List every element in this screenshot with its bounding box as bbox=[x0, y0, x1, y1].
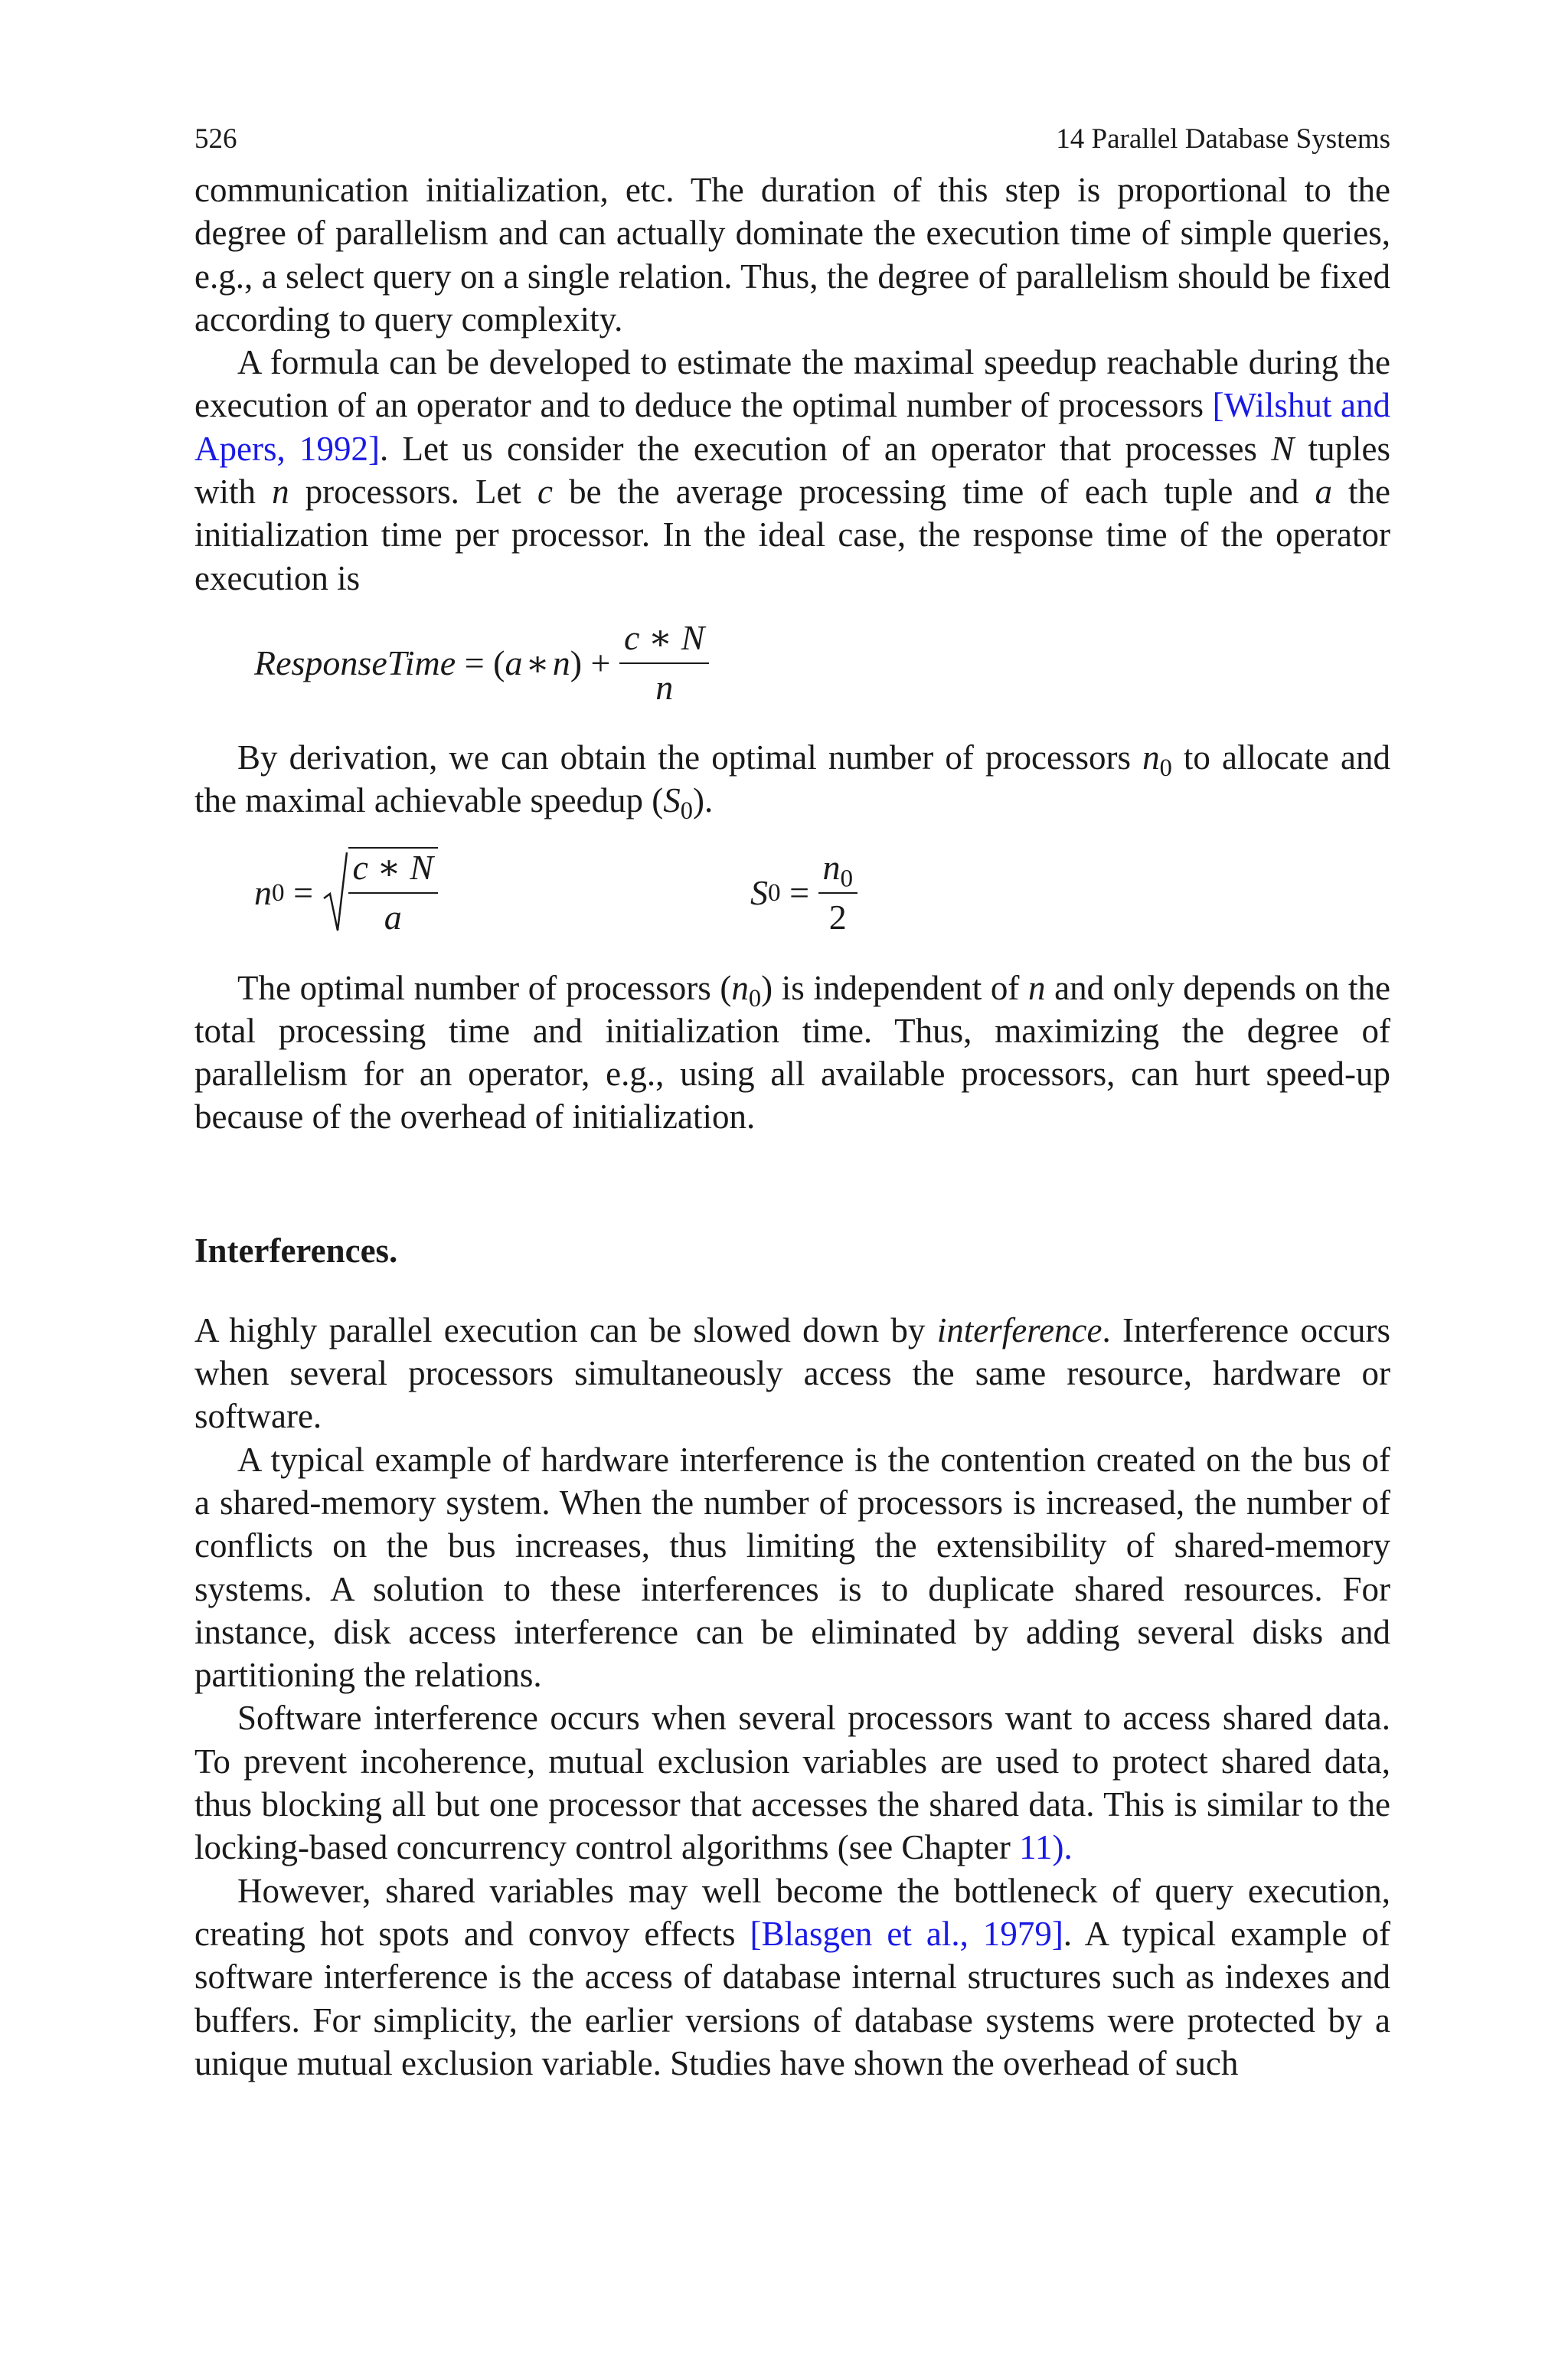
citation-wilshut[interactable]: [Wilshut and Apers, 1992] bbox=[194, 386, 1390, 468]
fraction-cN-over-n: $\frac{c ∗ N}{n}$ bbox=[619, 619, 709, 707]
section-heading: Interferences. bbox=[194, 1231, 398, 1270]
radical-sign-icon bbox=[322, 851, 348, 935]
paragraph-5: A highly parallel execution can be slowed down by interference. Interference occurs when several processors simultaneously access the same resource, hardware or software. bbox=[194, 1310, 1390, 1436]
running-head bbox=[194, 123, 1390, 168]
equation-response-time: ResponseTime = ( a ∗ n ) + $\frac{c ∗ N}{n}$ bbox=[194, 606, 1390, 721]
paragraph-4: The optimal number of processors $(n_0)$ is independent of n and only depends on the total processing time and initialization time. Thus, maximizing the degree of parallelism for an operator, e.g., using all available processors, can hurt speed-up because of the overhead of initialization. bbox=[194, 968, 1390, 1137]
citation-blasgen[interactable]: [Blasgen et al., 1979] bbox=[750, 1914, 1063, 1953]
page-number: 526 bbox=[194, 123, 237, 155]
paragraph-3: By derivation, we can obtain the optimal number of processors $n_0$ to allocate and the maximal achievable speedup $(S_0)$. bbox=[194, 738, 1390, 826]
chapter-title: 14 Parallel Database Systems bbox=[1056, 123, 1390, 155]
paragraph-2: A formula can be developed to estimate the maximal speedup reachable during the execution of an operator and to deduce the optimal number of processors [Wilshut and Apers, 1992]. Let us consider the execution of an operator that processes N tuples with n processors. Let c be the average processing time of each tuple and a the initialization time per processor. In the ideal case, the response time of the operator execution is bbox=[194, 343, 1390, 597]
paragraph-8: However, shared variables may well become the bottleneck of query execution, creating hot spots and convoy effects [Blasgen et al., 1979]. A typical example of software interference is the access of database internal structures such as indexes and buffers. For simplicity, the earlier versions of database systems were protected by a unique mutual exclusion variable. Studies have shown the overhead of such bbox=[194, 1871, 1390, 2082]
equation-optimal bbox=[194, 830, 1390, 956]
fraction-n0-over-2: $\frac{n_0}{2}$ bbox=[818, 849, 858, 937]
equation-n0: n 0 = $\frac{c ∗ N}{a}$ bbox=[254, 830, 438, 956]
chapter-reference[interactable]: 11). bbox=[1019, 1828, 1073, 1867]
equation-S0: S 0 = $\frac{n_0}{2}$ bbox=[750, 830, 858, 956]
paragraph-7: Software interference occurs when several processors want to access shared data. To prevent incoherence, mutual exclusion variables are used to protect shared data, thus blocking all but one processor that accesses the shared data. This is similar to the locking-based concurrency control algorithms (see Chapter 11). bbox=[194, 1699, 1390, 1867]
square-root bbox=[322, 849, 438, 937]
paragraph-1: communication initialization, etc. The duration of this step is proportional to the degree of parallelism and can actually dominate the execution time of simple queries, e.g., a select query on a single relation. Thus, the degree of parallelism should be fixed according to query complexity. bbox=[194, 171, 1390, 339]
page bbox=[194, 123, 1390, 2085]
fraction-cN-over-a: $\frac{c ∗ N}{a}$ bbox=[348, 847, 438, 937]
paragraph-6: A typical example of hardware interference is the contention created on the bus of a shared-memory system. When the number of processors is increased, the number of conflicts on the bus increases, thus limiting the extensibility of shared-memory systems. A solution to these interferences is to duplicate shared resources. For instance, disk access interference can be eliminated by adding several disks and partitioning the relations. bbox=[194, 1440, 1390, 1695]
